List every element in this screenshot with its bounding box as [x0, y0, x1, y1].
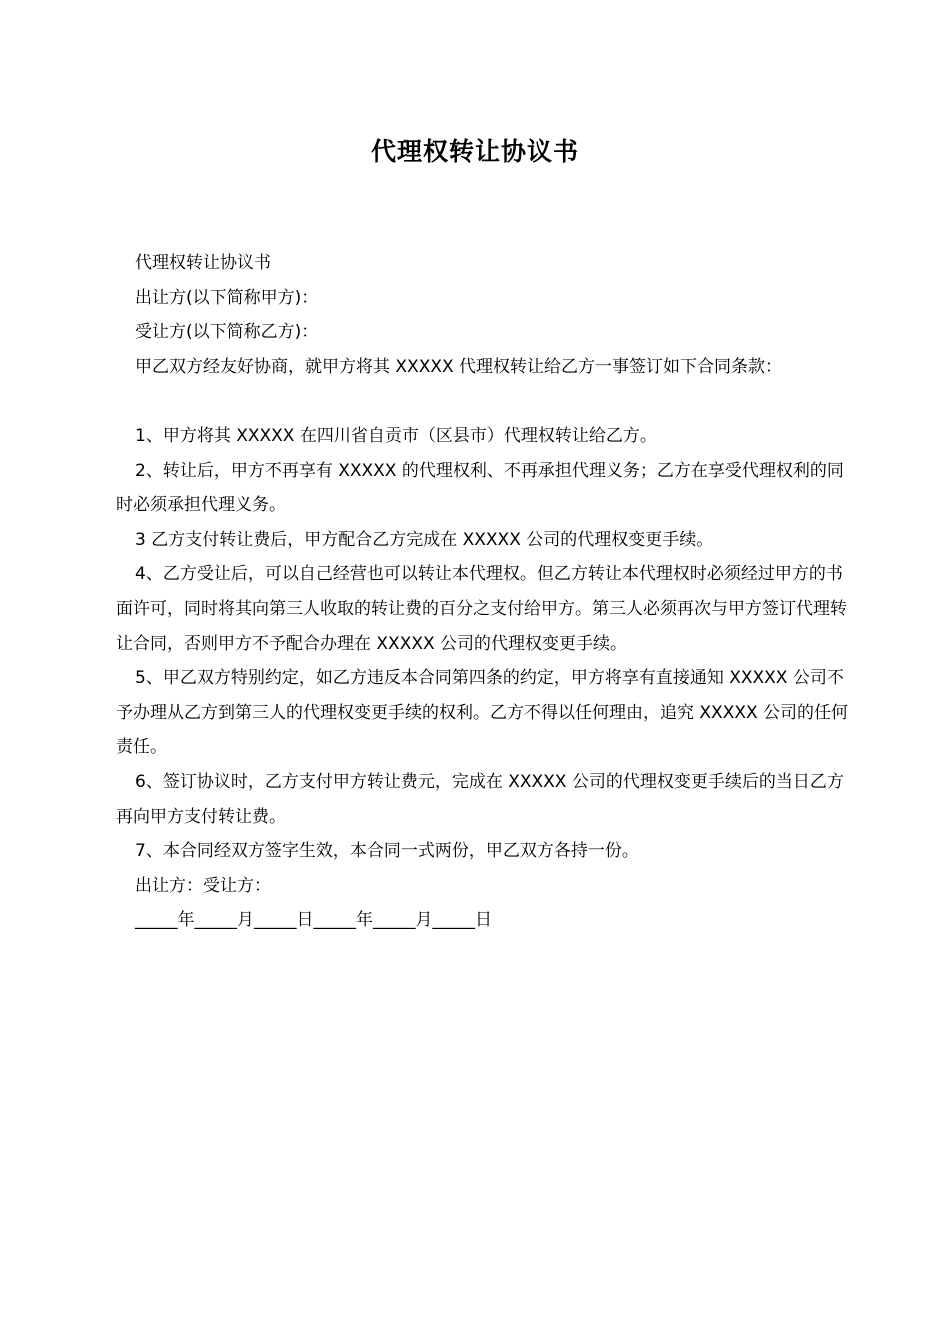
clause-2: 2、转让后，甲方不再享有 XXXXX 的代理权利、不再承担代理义务；乙方在享受代理权利的同时必须承担代理义务。 [116, 460, 844, 516]
clause-4: 4、乙方受让后，可以自己经营也可以转让本代理权。但乙方转让本代理权时必须经过甲方的书面许可，同时将其向第三人收取的转让费的百分之支付给甲方。第三人必须再次与甲方签订代理转让合同，否则甲方不予配合办理在 XXXXX 公司的代理权变更手续。 [116, 564, 847, 654]
transferee-line: 受让方(以下简称乙方)： [135, 322, 319, 343]
clause-6: 6、签订协议时，乙方支付甲方转让费元，完成在 XXXXX 公司的代理权变更手续后的当日乙方再向甲方支付转让费。 [116, 771, 844, 827]
preamble-line: 甲乙双方经友好协商，就甲方将其 XXXXX 代理权转让给乙方一事签订如下合同条款： [135, 356, 783, 377]
document-title: 代理权转让协议书 [370, 137, 579, 166]
document-body [116, 246, 852, 938]
clause-1: 1、甲方将其 XXXXX 在四川省自贡市（区县市）代理权转让给乙方。 [135, 425, 657, 446]
blank-spacer [116, 384, 852, 419]
document-subtitle: 代理权转让协议书 [135, 253, 271, 273]
clause-5: 5、甲乙双方特别约定，如乙方违反本合同第四条的约定，甲方将享有直接通知 XXXXX 公司不予办理从乙方到第三人的代理权变更手续的权利。乙方不得以任何理由，追究 XXXXX 公司的任何责任。 [116, 668, 849, 758]
transferor-line: 出让方(以下简称甲方)： [135, 287, 319, 308]
clause-7: 7、本合同经双方签字生效，本合同一式两份，甲乙双方各持一份。 [135, 841, 639, 862]
date-line: _____年_____月_____日_____年_____月_____日 [135, 910, 492, 931]
clause-3: 3 乙方支付转让费后，甲方配合乙方完成在 XXXXX 公司的代理权变更手续。 [135, 529, 714, 550]
signature-line: 出让方：受让方： [135, 875, 271, 896]
